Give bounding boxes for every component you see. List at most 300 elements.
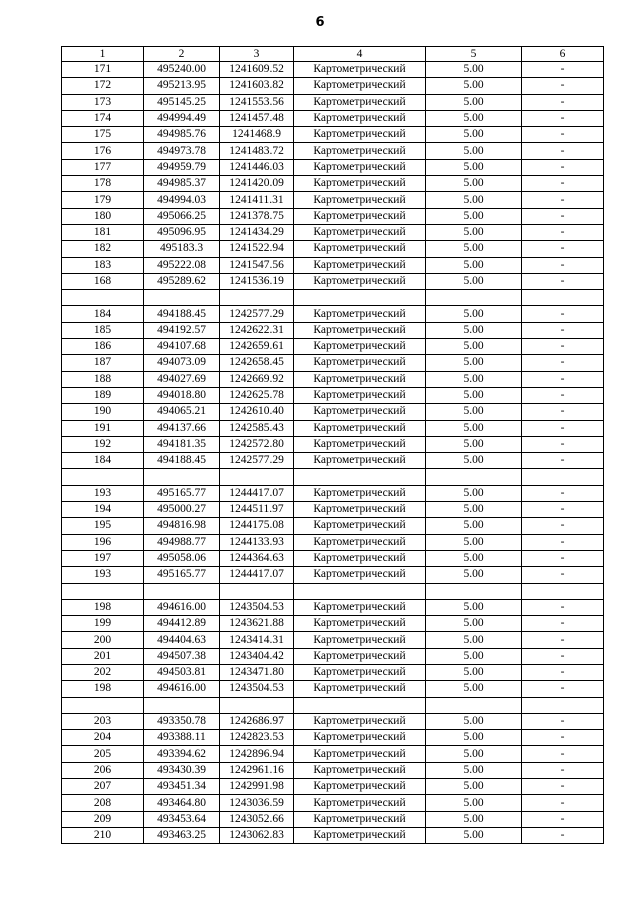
table-cell: 494107.68 [144,339,220,355]
table-cell [522,583,604,599]
table-row [62,648,604,664]
table-cell: 495289.62 [144,273,220,289]
table-cell: 180 [62,208,144,224]
table-cell: - [522,371,604,387]
table-row [62,518,604,534]
table-cell: Картометрический [294,762,426,778]
table-cell: Картометрический [294,453,426,469]
table-cell: 5.00 [426,322,522,338]
table-cell: 1244417.07 [220,485,294,501]
table-cell: Картометрический [294,94,426,110]
table-cell: 200 [62,632,144,648]
table-cell: 1242622.31 [220,322,294,338]
table-cell: 1242585.43 [220,420,294,436]
table-cell: 190 [62,404,144,420]
table-cell: 493394.62 [144,746,220,762]
table-cell: 493430.39 [144,762,220,778]
table-cell: - [522,339,604,355]
table-cell: Картометрический [294,795,426,811]
table-cell: 494188.45 [144,453,220,469]
table-cell: 493463.25 [144,827,220,843]
table-cell [62,290,144,306]
table-cell: 1242577.29 [220,453,294,469]
table-row [62,420,604,436]
table-cell: 193 [62,567,144,583]
table-row [62,306,604,322]
table-cell: 194 [62,502,144,518]
table-cell: - [522,127,604,143]
table-cell: 5.00 [426,387,522,403]
table-header-row [62,47,604,62]
table-cell: - [522,518,604,534]
table-cell: Картометрический [294,224,426,240]
table-cell: 1241457.48 [220,110,294,126]
table-cell: 193 [62,485,144,501]
table-cell: Картометрический [294,518,426,534]
table-cell: - [522,599,604,615]
table-cell: 495183.3 [144,241,220,257]
table-cell: 1242610.40 [220,404,294,420]
table-cell: 5.00 [426,404,522,420]
table-cell: 494065.21 [144,404,220,420]
table-row [62,730,604,746]
table-cell: 5.00 [426,339,522,355]
table-cell [144,697,220,713]
table-cell: Картометрический [294,616,426,632]
table-row [62,322,604,338]
table-cell: - [522,322,604,338]
table-cell: 1241420.09 [220,176,294,192]
table-row [62,192,604,208]
table-row [62,94,604,110]
table-cell: 187 [62,355,144,371]
table-cell: 1242625.78 [220,387,294,403]
table-cell: - [522,746,604,762]
table-cell: 5.00 [426,420,522,436]
table-row [62,78,604,94]
table-cell: 172 [62,78,144,94]
table-cell: Картометрический [294,730,426,746]
table-cell: 494192.57 [144,322,220,338]
table-cell: 5.00 [426,713,522,729]
table-cell: 494616.00 [144,599,220,615]
table-cell: - [522,208,604,224]
table-cell: Картометрический [294,339,426,355]
table-cell: 5.00 [426,355,522,371]
table-cell: 5.00 [426,616,522,632]
table-row [62,404,604,420]
table-cell: - [522,110,604,126]
table-cell: 5.00 [426,110,522,126]
table-cell: - [522,176,604,192]
table-cell: 5.00 [426,632,522,648]
table-cell: - [522,273,604,289]
table-cell: 189 [62,387,144,403]
table-row [62,485,604,501]
table-cell [220,290,294,306]
table-cell: 181 [62,224,144,240]
table-cell: Картометрический [294,599,426,615]
table-cell: 188 [62,371,144,387]
table-cell: 5.00 [426,257,522,273]
table-cell: 5.00 [426,208,522,224]
table-row [62,827,604,843]
table-cell [144,469,220,485]
table-cell: 493350.78 [144,713,220,729]
table-cell: 5.00 [426,306,522,322]
table-cell: 5.00 [426,453,522,469]
table-cell: - [522,811,604,827]
table-cell: 494181.35 [144,436,220,452]
table-cell: 1243062.83 [220,827,294,843]
column-header: 2 [144,47,220,62]
table-cell: - [522,616,604,632]
column-header: 1 [62,47,144,62]
table-cell: 1242658.45 [220,355,294,371]
table-cell: 1241483.72 [220,143,294,159]
table-cell: 185 [62,322,144,338]
table-cell: 494973.78 [144,143,220,159]
table-cell: Картометрический [294,648,426,664]
table-cell: Картометрический [294,78,426,94]
table-cell: 494027.69 [144,371,220,387]
table-cell: 203 [62,713,144,729]
table-cell [62,583,144,599]
table-cell: 210 [62,827,144,843]
table-row [62,616,604,632]
table-cell: 5.00 [426,176,522,192]
separator-row [62,583,604,599]
table-cell: 1242669.92 [220,371,294,387]
table-cell: 173 [62,94,144,110]
table-cell: 1241411.31 [220,192,294,208]
table-row [62,339,604,355]
table-cell: Картометрический [294,355,426,371]
table-cell [522,469,604,485]
table-cell: Картометрический [294,550,426,566]
table-cell [220,583,294,599]
table-cell: 5.00 [426,371,522,387]
table-row [62,453,604,469]
table-cell: 5.00 [426,485,522,501]
table-cell: 168 [62,273,144,289]
table-row [62,681,604,697]
table-row [62,143,604,159]
table-cell: - [522,453,604,469]
table-row [62,713,604,729]
table-cell: 5.00 [426,730,522,746]
table-row [62,632,604,648]
table-cell: 1242961.16 [220,762,294,778]
table-cell: 5.00 [426,664,522,680]
table-cell: 494616.00 [144,681,220,697]
column-header: 4 [294,47,426,62]
table-cell: 192 [62,436,144,452]
table-cell: 206 [62,762,144,778]
table-cell: Картометрический [294,176,426,192]
table-cell: 5.00 [426,94,522,110]
table-cell: 204 [62,730,144,746]
table-cell: 184 [62,453,144,469]
table-cell: 5.00 [426,273,522,289]
table-cell: 1243052.66 [220,811,294,827]
table-cell: 195 [62,518,144,534]
table-cell: 1243414.31 [220,632,294,648]
table-cell: 5.00 [426,127,522,143]
table-cell: 494404.63 [144,632,220,648]
table-cell: 205 [62,746,144,762]
table-row [62,762,604,778]
table-cell: Картометрический [294,436,426,452]
table-cell: 1242572.80 [220,436,294,452]
table-cell: Картометрический [294,632,426,648]
table-cell: 495240.00 [144,62,220,78]
table-cell: - [522,485,604,501]
table-cell: 494412.89 [144,616,220,632]
table-cell: 176 [62,143,144,159]
table-row [62,371,604,387]
table-cell: 494988.77 [144,534,220,550]
table-cell [220,469,294,485]
table-cell: 1243621.88 [220,616,294,632]
table-cell: Картометрический [294,387,426,403]
table-cell: 183 [62,257,144,273]
table-cell: 5.00 [426,502,522,518]
table-cell: 1241547.56 [220,257,294,273]
table-cell: 182 [62,241,144,257]
table-row [62,811,604,827]
table-row [62,534,604,550]
table-cell: 495066.25 [144,208,220,224]
table-cell [426,469,522,485]
table-cell: 493464.80 [144,795,220,811]
table-cell: 495000.27 [144,502,220,518]
table-cell: Картометрический [294,192,426,208]
table-row [62,567,604,583]
table-cell: - [522,241,604,257]
table-cell: 184 [62,306,144,322]
table-cell: - [522,762,604,778]
table-cell: 174 [62,110,144,126]
table-cell: 1244133.93 [220,534,294,550]
table-cell: - [522,664,604,680]
table-cell: - [522,681,604,697]
table-cell: - [522,713,604,729]
table-cell: - [522,795,604,811]
table-cell: 5.00 [426,62,522,78]
table-cell: 1243036.59 [220,795,294,811]
table-cell: 171 [62,62,144,78]
table-row [62,241,604,257]
table-cell: Картометрический [294,306,426,322]
table-cell [144,290,220,306]
table-cell: 493453.64 [144,811,220,827]
table-cell: - [522,550,604,566]
table-cell: 1242577.29 [220,306,294,322]
table-cell: 1242686.97 [220,713,294,729]
table-cell: Картометрический [294,143,426,159]
table-cell [294,290,426,306]
table-cell: 209 [62,811,144,827]
table-cell: 493388.11 [144,730,220,746]
table-row [62,176,604,192]
table-cell: - [522,143,604,159]
table-cell: 1241522.94 [220,241,294,257]
table-cell [294,469,426,485]
table-row [62,550,604,566]
table-row [62,795,604,811]
table-cell: 199 [62,616,144,632]
table-cell: Картометрический [294,241,426,257]
table-cell: - [522,502,604,518]
table-row [62,273,604,289]
table-cell: - [522,387,604,403]
table-cell: Картометрический [294,208,426,224]
table-cell: Картометрический [294,664,426,680]
table-cell: 494985.76 [144,127,220,143]
table-row [62,502,604,518]
table-cell: 5.00 [426,811,522,827]
table-cell: 1241603.82 [220,78,294,94]
table-cell: - [522,534,604,550]
table-cell: - [522,306,604,322]
table-row [62,208,604,224]
table-cell: 5.00 [426,241,522,257]
table-row [62,664,604,680]
table-cell: - [522,94,604,110]
table-cell: 5.00 [426,779,522,795]
table-cell: 1241609.52 [220,62,294,78]
table-cell: 495145.25 [144,94,220,110]
table-cell: 494816.98 [144,518,220,534]
table-body [62,62,604,844]
table-cell: 201 [62,648,144,664]
table-cell: 5.00 [426,567,522,583]
column-header: 3 [220,47,294,62]
table-cell: Картометрический [294,746,426,762]
table-row [62,746,604,762]
table-cell: - [522,192,604,208]
table-cell: Картометрический [294,485,426,501]
table-cell: 1241446.03 [220,159,294,175]
table-cell: 1241468.9 [220,127,294,143]
table-cell: 177 [62,159,144,175]
table-cell: 1241536.19 [220,273,294,289]
table-cell [426,583,522,599]
table-cell: Картометрический [294,322,426,338]
table-cell: 178 [62,176,144,192]
table-cell: 5.00 [426,143,522,159]
table-row [62,779,604,795]
table-cell: 5.00 [426,681,522,697]
table-cell [522,697,604,713]
table-cell: 495222.08 [144,257,220,273]
table-cell: - [522,567,604,583]
table-cell: 1243471.80 [220,664,294,680]
table-cell: 1244417.07 [220,567,294,583]
table-cell: 5.00 [426,518,522,534]
table-row [62,387,604,403]
column-header: 6 [522,47,604,62]
table-cell: 1241434.29 [220,224,294,240]
table-cell: 1242823.53 [220,730,294,746]
table-cell: 207 [62,779,144,795]
table-cell [294,697,426,713]
table-cell: Картометрический [294,567,426,583]
table-cell: Картометрический [294,273,426,289]
table-cell [220,697,294,713]
table-cell: Картометрический [294,811,426,827]
table-cell: 5.00 [426,78,522,94]
separator-row [62,290,604,306]
table-cell: Картометрический [294,420,426,436]
table-cell: Картометрический [294,127,426,143]
table-cell: 495165.77 [144,567,220,583]
table-cell [426,290,522,306]
table-cell: Картометрический [294,159,426,175]
table-cell: 1243404.42 [220,648,294,664]
table-cell: 1242896.94 [220,746,294,762]
table-cell: - [522,78,604,94]
table-cell: - [522,420,604,436]
table-cell: Картометрический [294,827,426,843]
table-cell: Картометрический [294,371,426,387]
table-cell: 5.00 [426,827,522,843]
table-row [62,127,604,143]
table-row [62,436,604,452]
table-cell: 196 [62,534,144,550]
table-cell: 5.00 [426,224,522,240]
table-cell: 208 [62,795,144,811]
table-cell: - [522,730,604,746]
table-row [62,224,604,240]
table-cell: 494994.49 [144,110,220,126]
table-cell: 493451.34 [144,779,220,795]
table-cell: 5.00 [426,550,522,566]
table-cell: 186 [62,339,144,355]
table-cell: - [522,404,604,420]
table-cell: 198 [62,599,144,615]
table-row [62,599,604,615]
table-cell: 5.00 [426,762,522,778]
table-cell [426,697,522,713]
table-cell: Картометрический [294,502,426,518]
table-cell: 494073.09 [144,355,220,371]
table-cell: 494994.03 [144,192,220,208]
table-cell: 494018.80 [144,387,220,403]
table-cell: 191 [62,420,144,436]
table-cell: 1242659.61 [220,339,294,355]
table-cell [62,697,144,713]
table-cell [294,583,426,599]
table-cell: 5.00 [426,746,522,762]
table-cell: Картометрический [294,62,426,78]
table-cell: 495213.95 [144,78,220,94]
table-row [62,159,604,175]
table-cell: Картометрический [294,257,426,273]
table-cell: Картометрический [294,779,426,795]
separator-row [62,469,604,485]
table-cell: Картометрический [294,404,426,420]
table-cell: 1244175.08 [220,518,294,534]
table-cell: 494188.45 [144,306,220,322]
table-cell: 494959.79 [144,159,220,175]
table-cell: 202 [62,664,144,680]
column-header: 5 [426,47,522,62]
table-cell: 5.00 [426,159,522,175]
table-cell: - [522,648,604,664]
table-cell: - [522,355,604,371]
